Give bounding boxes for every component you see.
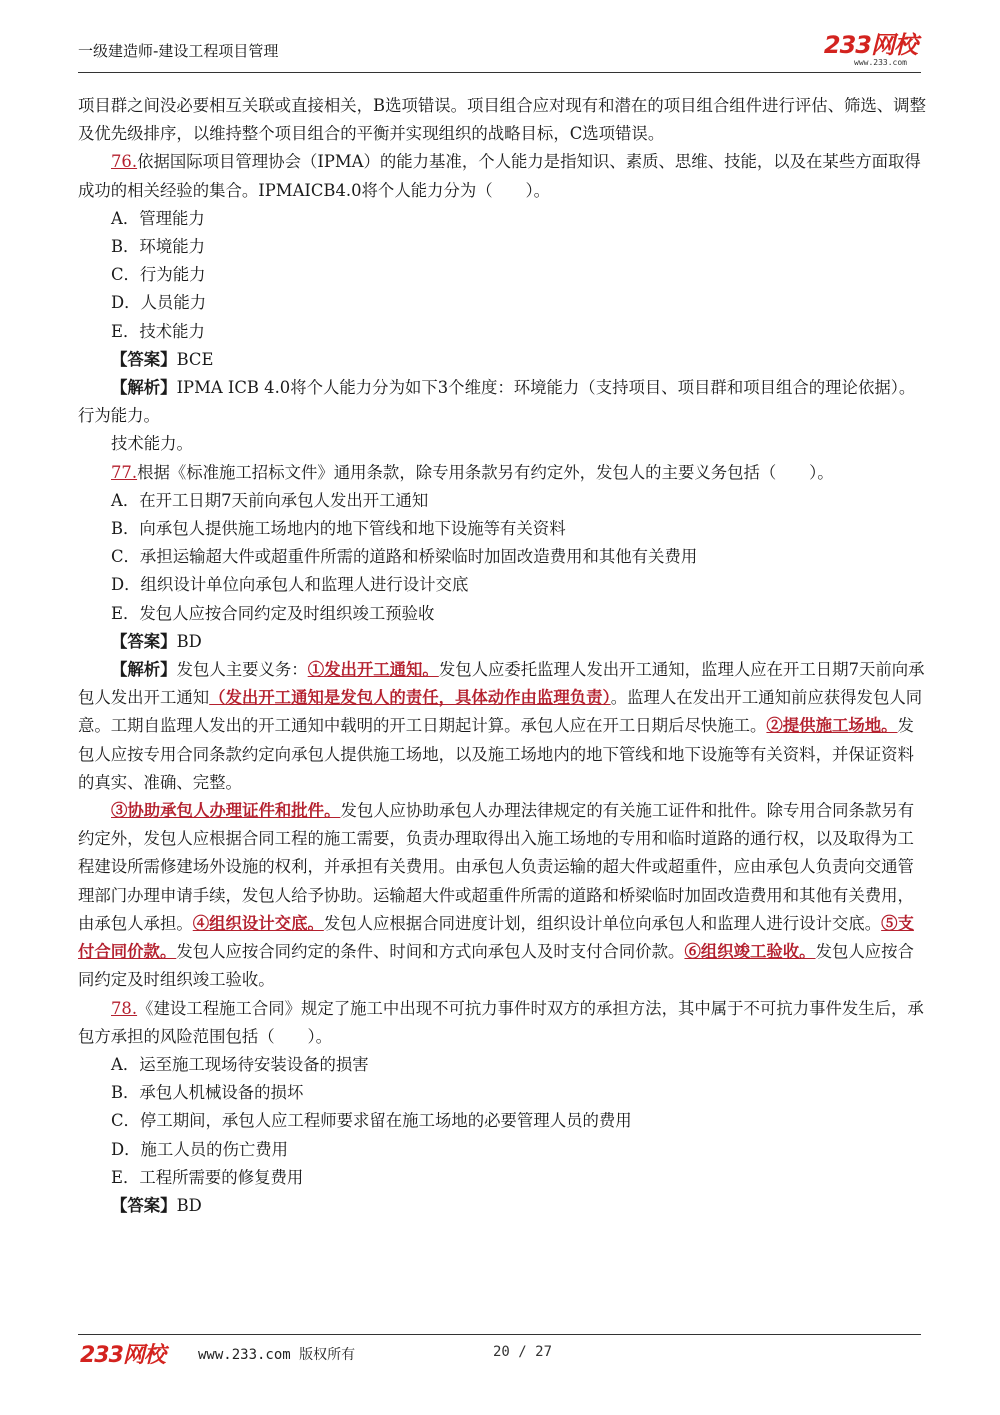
option-e: E．工程所需要的修复费用 xyxy=(111,1167,304,1187)
answer-label: 【答案】 xyxy=(111,1195,177,1215)
highlight-point-2: ②提供施工场地。 xyxy=(766,716,898,736)
page-footer xyxy=(78,1340,921,1370)
answer-label: 【答案】 xyxy=(111,631,177,651)
answer-line xyxy=(78,628,928,656)
brand-logo xyxy=(824,32,917,67)
question-text: 根据《标准施工招标文件》通用条款，除专用条款另有约定外，发包人的主要义务包括（ ）。 xyxy=(137,462,834,482)
option-a: A．管理能力 xyxy=(111,208,205,228)
intro-paragraph: 项目群之间没必要相互关联或直接相关，B选项错误。项目组合应对现有和潜在的项目组合组件进行评估、筛选、调整及优先级排序，以维持整个项目组合的平衡并实现组织的战略目标，C选项错误。 xyxy=(78,96,926,144)
question-78 xyxy=(78,995,928,1051)
header-divider xyxy=(78,72,921,73)
document-body xyxy=(78,92,928,1220)
answer-line xyxy=(78,1192,928,1220)
analysis-paragraph xyxy=(78,374,928,430)
question-76 xyxy=(78,148,928,204)
highlight-point-5: ⑤支付合同价款。 xyxy=(78,913,914,962)
footer-logo: 233网校 xyxy=(80,1343,165,1368)
header-title: 一级建造师-建设工程项目管理 xyxy=(78,42,279,60)
analysis-text: IPMA ICB 4.0将个人能力分为如下3个维度：环境能力（支持项目、项目群和项目组合的理论依据）。行为能力。 xyxy=(78,378,916,426)
option-b: B．向承包人提供施工场地内的地下管线和地下设施等有关资料 xyxy=(111,519,566,539)
answer-line xyxy=(78,346,928,374)
brand-logo-url: www.233.com xyxy=(854,58,907,67)
footer-divider xyxy=(78,1334,921,1335)
answer-value: BD xyxy=(176,631,202,651)
answer-label: 【答案】 xyxy=(111,349,177,369)
analysis-text: 发包人应按合同约定的条件、时间和方式向承包人及时支付合同价款。 xyxy=(176,942,685,962)
page-header xyxy=(78,31,921,72)
answer-value: BD xyxy=(176,1195,202,1215)
analysis-continuation: 技术能力。 xyxy=(111,434,193,454)
highlight-point-3: ③协助承包人办理证件和批件。 xyxy=(111,801,341,821)
analysis-text: 发包人应协助承包人办理法律规定的有关施工证件和批件。除专用合同条款另有约定外，发包人应根据合同工程的施工需要，负责办理取得出入施工场地的专用和临时道路的通行权，以及取得为工程建设所需修建场外设施的权利，并承担有关费用。由承包人负责运输的超大件或超重件，应由承包人负责向交通管理部门办理申请手续，发包人给予协助。运输超大件或超重件所需的道路和桥梁临时加固改造费用和其他有关费用，由承包人承担。 xyxy=(78,801,915,933)
question-text: 《建设工程施工合同》规定了施工中出现不可抗力事件时双方的承担方法，其中属于不可抗力事件发生后，承包方承担的风险范围包括（ ）。 xyxy=(78,998,924,1046)
analysis-label: 【解析】 xyxy=(111,660,177,680)
option-c: C．承担运输超大件或超重件所需的道路和桥梁临时加固改造费用和其他有关费用 xyxy=(111,547,698,567)
analysis-text: 发包人应委托监理人发出开工通知，监理人应在开工日期7天前向承包人发出开工通知 xyxy=(78,660,925,708)
highlight-point-4: ④组织设计交底。 xyxy=(192,913,324,933)
question-77 xyxy=(78,459,928,487)
option-e: E．技术能力 xyxy=(111,321,205,341)
answer-value: BCE xyxy=(176,349,214,369)
page-number: 20 / 27 xyxy=(493,1344,553,1360)
question-number: 76. xyxy=(111,152,138,172)
analysis-label: 【解析】 xyxy=(111,378,177,398)
analysis-paragraph xyxy=(78,797,928,994)
option-c: C．停工期间，承包人应工程师要求留在施工场地的必要管理人员的费用 xyxy=(111,1111,632,1131)
option-c: C．行为能力 xyxy=(111,265,206,285)
highlight-point-1: ①发出开工通知。 xyxy=(307,660,439,680)
option-a: A．在开工日期7天前向承包人发出开工通知 xyxy=(111,490,429,510)
option-d: D．施工人员的伤亡费用 xyxy=(111,1139,289,1159)
option-e: E．发包人应按合同约定及时组织竣工预验收 xyxy=(111,603,435,623)
analysis-text: 发包人主要义务： xyxy=(176,660,308,680)
question-number: 77. xyxy=(111,462,138,482)
highlight-point-6: ⑥组织竣工验收。 xyxy=(684,942,816,962)
analysis-text: 。监理人在发出开工通知前应获得发包人同意。工期自监理人发出的开工通知中载明的开工日期起计算。承包人应在开工日期后尽快施工。 xyxy=(78,688,923,736)
highlight-note: （发出开工通知是发包人的责任，具体动作由监理负责） xyxy=(209,688,611,708)
analysis-paragraph xyxy=(78,656,928,797)
question-number: 78. xyxy=(111,998,138,1018)
brand-logo-text: 233网校 xyxy=(823,31,917,59)
analysis-text: 发包人应根据合同进度计划，组织设计单位向承包人和监理人进行设计交底。 xyxy=(323,913,882,933)
footer-copyright: www.233.com 版权所有 xyxy=(198,1347,356,1363)
analysis-text: 发包人应按合同约定及时组织竣工验收。 xyxy=(78,942,914,990)
option-a: A．运至施工现场待安装设备的损害 xyxy=(111,1054,369,1074)
question-text: 依据国际项目管理协会（IPMA）的能力基准，个人能力是指知识、素质、思维、技能，以及在某些方面取得成功的相关经验的集合。IPMAICB4.0将个人能力分为（ ）。 xyxy=(78,152,921,200)
option-b: B．承包人机械设备的损坏 xyxy=(111,1083,304,1103)
option-d: D．人员能力 xyxy=(111,293,207,313)
option-d: D．组织设计单位向承包人和监理人进行设计交底 xyxy=(111,575,469,595)
option-b: B．环境能力 xyxy=(111,237,205,257)
analysis-text: 发包人应按专用合同条款约定向承包人提供施工场地，以及施工场地内的地下管线和地下设施等有关资料，并保证资料的真实、准确、完整。 xyxy=(78,716,914,792)
